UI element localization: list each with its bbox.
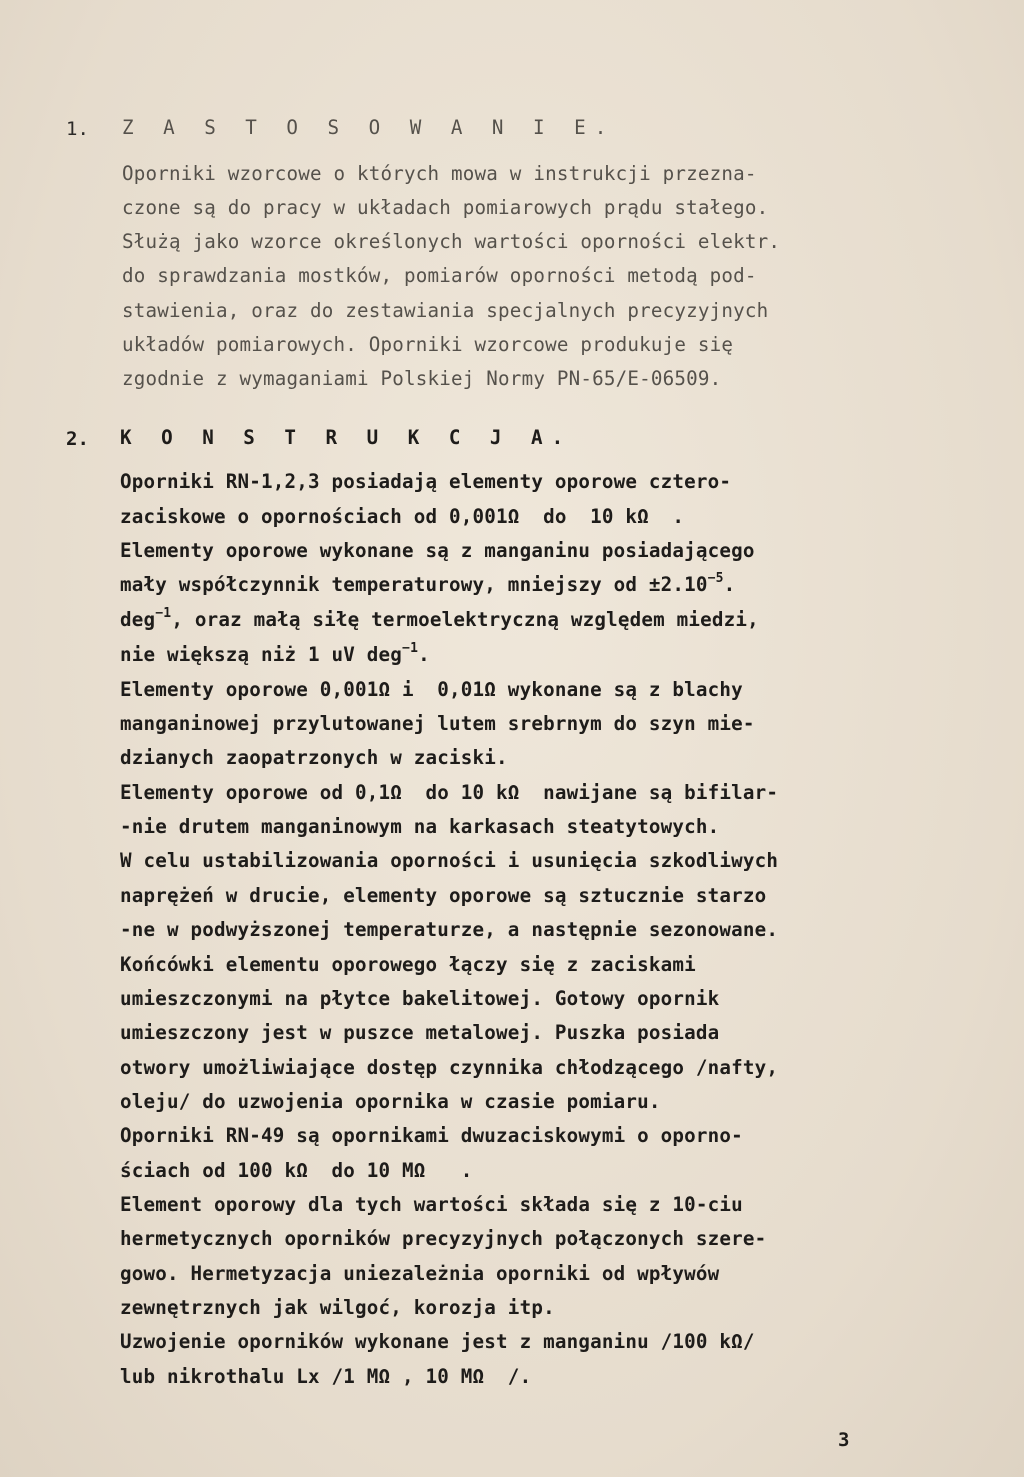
s2-line-5-text: , oraz małą siłę termoelektryczną względem miedzi, [171,608,759,631]
s2-line-12: W celu ustabilizowania oporności i usunięcia szkodliwych [120,849,779,872]
section-2-title: K O N S T R U K C J A. [120,426,573,449]
s2-line-23: hermetycznych oporników precyzyjnych połączonych szere- [120,1227,767,1250]
s2-line-6-text: nie większą niż 1 uV deg [120,643,403,666]
exponent-minus-1-a: −1 [155,606,172,621]
s2-line-26: Uzwojenie oporników wykonane jest z manganinu /100 kΩ/ [120,1330,755,1353]
s2-line-4-end: . [723,573,736,596]
s2-line-6 [120,641,430,666]
s1-line-4: do sprawdzania mostków, pomiarów oporności metodą pod- [122,264,757,287]
s2-line-21: ściach od 100 kΩ do 10 MΩ . [120,1159,473,1182]
s2-line-27: lub nikrothalu Lx /1 MΩ , 10 MΩ /. [120,1365,532,1388]
exponent-minus-5: −5 [707,571,724,586]
s2-line-6-end: . [418,643,430,666]
s2-line-20: Oporniki RN-49 są opornikami dwuzaciskowymi o oporno- [120,1124,743,1147]
s2-line-13: naprężeń w drucie, elementy oporowe są sztucznie starzo [120,884,767,907]
s2-line-18: otwory umożliwiające dostęp czynnika chłodzącego /nafty, [120,1056,779,1079]
s1-line-3: Służą jako wzorce określonych wartości oporności elektr. [122,230,781,253]
s1-line-6: układów pomiarowych. Oporniki wzorcowe produkuje się [122,333,734,356]
s2-line-1: Oporniki RN-1,2,3 posiadają elementy oporowe cztero- [120,470,732,493]
s2-line-5-deg: deg [120,608,156,631]
s2-line-24: gowo. Hermetyzacja uniezależnia oporniki od wpływów [120,1262,720,1285]
s2-line-14: -ne w podwyższonej temperaturze, a następnie sezonowane. [120,918,779,941]
section-1-title: Z A S T O S O W A N I E. [122,116,616,139]
section-1-number: 1. [66,118,89,140]
s2-line-15: Końcówki elementu oporowego łączy się z zaciskami [120,953,696,976]
s2-line-22: Element oporowy dla tych wartości składa się z 10-ciu [120,1193,743,1216]
s2-line-8: manganinowej przylutowanej lutem srebrnym do szyn mie- [120,712,755,735]
s2-line-5 [120,606,759,631]
s2-line-3: Elementy oporowe wykonane są z manganinu posiadającego [120,539,755,562]
s2-line-10: Elementy oporowe od 0,1Ω do 10 kΩ nawijane są bifilar- [120,781,779,804]
s1-line-5: stawienia, oraz do zestawiania specjalnych precyzyjnych [122,299,769,322]
s2-line-25: zewnętrznych jak wilgoć, korozja itp. [120,1296,555,1319]
section-2-number: 2. [66,428,89,450]
s2-line-2: zaciskowe o opornościach od 0,001Ω do 10 kΩ . [120,505,685,528]
s2-line-16: umieszczonymi na płytce bakelitowej. Gotowy opornik [120,987,720,1010]
s2-line-11: -nie drutem manganinowym na karkasach steatytowych. [120,815,720,838]
s1-line-7: zgodnie z wymaganiami Polskiej Normy PN-65/E-06509. [122,367,722,390]
s1-line-1: Oporniki wzorcowe o których mowa w instrukcji przezna- [122,162,757,185]
s1-line-2: czone są do pracy w układach pomiarowych prądu stałego. [122,196,769,219]
s2-line-4-text: mały współczynnik temperaturowy, mniejszy od ±2.10 [120,573,708,596]
s2-line-9: dzianych zaopatrzonych w zaciski. [120,746,508,769]
exponent-minus-1-b: −1 [402,641,419,656]
s2-line-19: oleju/ do uzwojenia opornika w czasie pomiaru. [120,1090,661,1113]
s2-line-7: Elementy oporowe 0,001Ω i 0,01Ω wykonane są z blachy [120,678,743,701]
s2-line-17: umieszczony jest w puszce metalowej. Puszka posiada [120,1021,720,1044]
s2-line-4 [120,571,736,596]
page-number: 3 [838,1429,850,1451]
